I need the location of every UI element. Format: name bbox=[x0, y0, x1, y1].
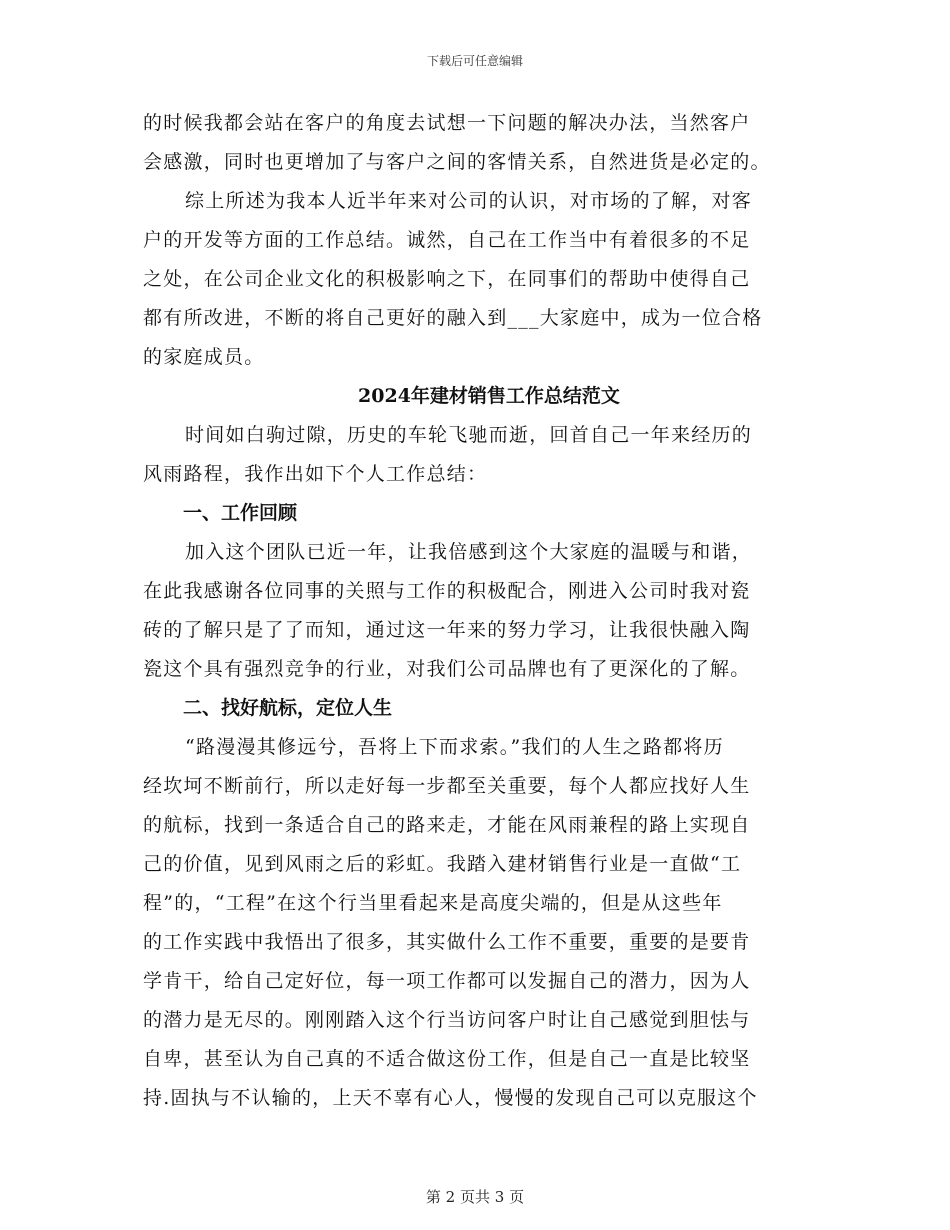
text-line: 自卑，甚至认为自己真的不适合做这份工作，但是自己一直是比较坚 bbox=[143, 1048, 751, 1070]
document-title: 2024年建材销售工作总结范文 bbox=[358, 385, 620, 407]
text-line: 经坎坷不断前行，所以走好每一步都至关重要，每个人都应找好人生 bbox=[143, 775, 751, 797]
text-line: 学肯干，给自己定好位，每一项工作都可以发掘自己的潜力，因为人 bbox=[143, 970, 751, 992]
text-line: 瓷这个具有强烈竞争的行业，对我们公司品牌也有了更深化的了解。 bbox=[143, 658, 751, 680]
text-line: 户的开发等方面的工作总结。诚然，自己在工作当中有着很多的不足 bbox=[143, 229, 751, 251]
text-line: 的潜力是无尽的。刚刚踏入这个行当访问客户时让自己感觉到胆怯与 bbox=[143, 1009, 751, 1031]
text-line: 综上所述为我本人近半年来对公司的认识，对市场的了解，对客 bbox=[185, 190, 753, 212]
text-line: 加入这个团队已近一年，让我倍感到这个大家庭的温暖与和谐， bbox=[185, 541, 753, 563]
section-heading-goal: 二、找好航标，定位人生 bbox=[183, 697, 393, 719]
text-line: 程”的，“工程”在这个行当里看起来是高度尖端的，但是从这些年 bbox=[143, 892, 723, 914]
text-line: 时间如白驹过隙，历史的车轮飞驰而逝，回首自己一年来经历的 bbox=[185, 424, 753, 446]
text-line: “路漫漫其修远兮，吾将上下而求索。”我们的人生之路都将历 bbox=[185, 736, 724, 758]
text-line: 的家庭成员。 bbox=[143, 346, 265, 368]
text-line: 的工作实践中我悟出了很多，其实做什么工作不重要，重要的是要肯 bbox=[143, 931, 751, 953]
text-line: 的时候我都会站在客户的角度去试想一下问题的解决办法，当然客户 bbox=[143, 112, 751, 134]
text-line: 持.固执与不认输的，上天不辜有心人，慢慢的发现自己可以克服这个 bbox=[143, 1087, 758, 1109]
page-footer: 第 2 页共 3 页 bbox=[425, 1188, 525, 1206]
text-line: 在此我感谢各位同事的关照与工作的积极配合，刚进入公司时我对瓷 bbox=[143, 580, 751, 602]
text-line: 己的价值，见到风雨之后的彩虹。我踏入建材销售行业是一直做“工 bbox=[143, 853, 742, 875]
text-line: 之处，在公司企业文化的积极影响之下，在同事们的帮助中使得自己 bbox=[143, 268, 751, 290]
page-header: 下载后可任意编辑 bbox=[426, 54, 523, 68]
text-line: 砖的了解只是了了而知，通过这一年来的努力学习，让我很快融入陶 bbox=[143, 619, 751, 641]
text-line: 都有所改进，不断的将自己更好的融入到___大家庭中，成为一位合格 bbox=[143, 307, 763, 329]
document-body bbox=[143, 104, 807, 1118]
text-line: 的航标，找到一条适合自己的路来走，才能在风雨兼程的路上实现自 bbox=[143, 814, 751, 836]
section-heading-review: 一、工作回顾 bbox=[183, 502, 298, 524]
text-line: 风雨路程，我作出如下个人工作总结： bbox=[143, 463, 488, 485]
text-line: 会感激，同时也更增加了与客户之间的客情关系，自然进货是必定的。 bbox=[143, 151, 771, 173]
